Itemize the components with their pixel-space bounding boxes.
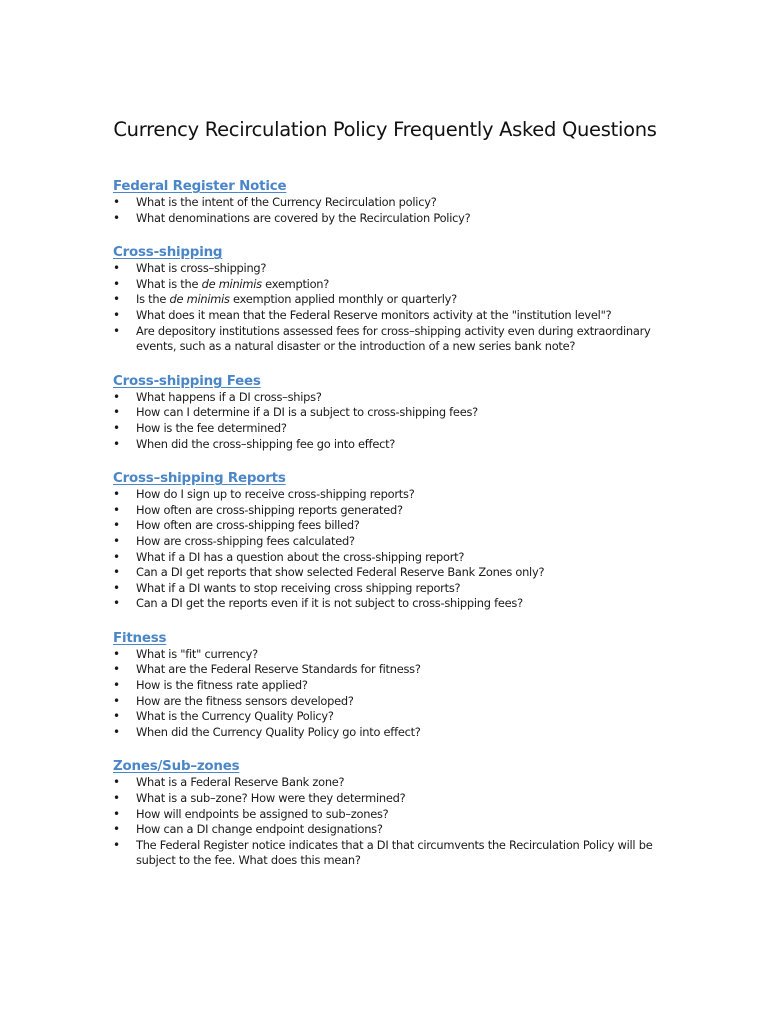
question-text [136,324,651,354]
question-text-part: How often are cross-shipping reports generated? [136,502,403,517]
bullet-icon: • [113,292,120,307]
question-item[interactable] [113,550,673,566]
question-text [136,487,415,501]
question-text [136,581,460,595]
question-text-part: Can a DI get reports that show selected Federal Reserve Bank Zones only? [136,565,545,580]
bullet-icon: • [113,195,120,209]
question-text-part: When did the cross–shipping fee go into effect? [136,436,396,451]
question-text-italic: de minimis [169,292,230,307]
question-item[interactable] [113,292,673,308]
faq-section [113,178,673,226]
question-item[interactable] [113,195,673,211]
question-text-part: What denominations are covered by the Recirculation Policy? [136,210,471,225]
question-text [136,791,405,805]
section-heading-link[interactable]: Cross-shipping [113,245,223,261]
question-text-part: What is cross–shipping? [136,261,267,276]
faq-content [113,178,673,887]
question-text-part: What is the intent of the Currency Recirculation policy? [136,195,437,209]
question-text-part: Is the [136,292,170,307]
question-item[interactable] [113,791,673,807]
question-item[interactable] [113,709,673,725]
bullet-icon: • [113,693,120,708]
bullet-icon: • [113,518,120,533]
question-item[interactable] [113,596,673,612]
question-text-part: What is a Federal Reserve Bank zone? [136,775,345,790]
bullet-icon: • [113,580,120,595]
question-text-part: How is the fitness rate applied? [136,678,308,693]
question-text [136,437,395,451]
question-item[interactable] [113,518,673,534]
question-item[interactable] [113,565,673,581]
bullet-icon: • [113,420,120,435]
question-text-part: How are the fitness sensors developed? [136,693,354,708]
question-list [113,195,673,226]
question-text [136,725,421,739]
question-text-part: How can a DI change endpoint designations? [136,822,383,837]
bullet-icon: • [113,533,120,548]
question-text-part: What is a sub–zone? How were they determined? [136,791,406,806]
bullet-icon: • [113,436,120,451]
section-heading-link[interactable]: Cross-shipping Fees [113,373,261,389]
question-text-part: The Federal Register notice indicates that a DI that circumvents the Recirculation Policy will be subject to the fee. What does this mean? [136,837,653,868]
question-item[interactable] [113,261,673,277]
question-text [136,694,354,708]
bullet-icon: • [113,646,120,661]
question-text [136,822,383,836]
bullet-icon: • [113,210,120,225]
bullet-icon: • [113,549,120,564]
question-text-part: How can I determine if a DI is a subject to cross-shipping fees? [136,405,478,420]
question-item[interactable] [113,277,673,293]
question-item[interactable] [113,678,673,694]
question-text-part: exemption? [261,276,330,291]
question-text-part: Are depository institutions assessed fees for cross–shipping activity even during extraordinary events, such as a natural disaster or the introduction of a new series bank note? [136,323,651,354]
bullet-icon: • [113,822,120,837]
question-text [136,405,478,419]
question-item[interactable] [113,822,673,838]
question-text [136,518,360,532]
question-item[interactable] [113,503,673,519]
question-text [136,838,652,868]
section-heading-link[interactable]: Zones/Sub–zones [113,759,240,775]
question-text [136,261,266,275]
question-text [136,662,421,676]
bullet-icon: • [113,806,120,821]
bullet-icon: • [113,724,120,739]
question-item[interactable] [113,807,673,823]
question-item[interactable] [113,390,673,406]
faq-section [113,758,673,869]
question-item[interactable] [113,581,673,597]
question-text-part: What is "fit" currency? [136,646,258,661]
question-text-part: What does it mean that the Federal Reserve monitors activity at the "institution level"? [136,307,612,322]
question-text [136,211,470,225]
bullet-icon: • [113,323,120,338]
question-item[interactable] [113,647,673,663]
question-text [136,195,437,209]
bullet-icon: • [113,791,120,806]
question-text [136,534,355,548]
bullet-icon: • [113,775,120,790]
question-text-part: What are the Federal Reserve Standards for fitness? [136,662,421,677]
bullet-icon: • [113,678,120,693]
question-item[interactable] [113,324,673,355]
question-list [113,487,673,612]
question-text [136,596,523,610]
question-item[interactable] [113,421,673,437]
question-item[interactable] [113,694,673,710]
bullet-icon: • [113,261,120,276]
bullet-icon: • [113,487,120,502]
question-item[interactable] [113,487,673,503]
question-text [136,421,287,435]
question-text-part: How often are cross-shipping fees billed? [136,518,360,533]
question-item[interactable] [113,534,673,550]
question-item[interactable] [113,405,673,421]
question-item[interactable] [113,838,673,869]
question-text [136,503,403,517]
bullet-icon: • [113,837,120,852]
question-text-part: What if a DI has a question about the cross-shipping report? [136,549,465,564]
faq-section [113,630,673,741]
question-text-part: How are cross-shipping fees calculated? [136,533,355,548]
faq-section [113,470,673,612]
section-heading-link[interactable]: Fitness [113,630,167,646]
question-text [136,277,329,291]
bullet-icon: • [113,662,120,677]
question-item[interactable] [113,437,673,453]
question-text-part: How is the fee determined? [136,420,287,435]
bullet-icon: • [113,502,120,517]
question-list [113,390,673,452]
question-text-part: How will endpoints be assigned to sub–zones? [136,806,389,821]
question-text-part: What if a DI wants to stop receiving cross shipping reports? [136,580,461,595]
question-text-part: How do I sign up to receive cross-shipping reports? [136,487,415,502]
faq-section [113,373,673,452]
question-text [136,390,322,404]
question-text [136,647,258,661]
question-list [113,775,673,869]
bullet-icon: • [113,565,120,580]
page-title: Currency Recirculation Policy Frequently Asked Questions [113,118,657,141]
question-text [136,550,464,564]
section-heading-link[interactable]: Federal Register Notice [113,179,287,194]
question-text-part: What happens if a DI cross–ships? [136,389,322,404]
question-item[interactable] [113,211,673,227]
question-text-part: exemption applied monthly or quarterly? [229,292,457,307]
question-item[interactable] [113,308,673,324]
question-text [136,308,611,322]
question-list [113,647,673,741]
faq-section [113,244,673,355]
question-text [136,292,457,306]
question-text [136,565,544,579]
question-list [113,261,673,355]
question-item[interactable] [113,775,673,791]
section-heading-link[interactable]: Cross–shipping Reports [113,471,286,487]
question-text [136,807,388,821]
bullet-icon: • [113,405,120,420]
question-item[interactable] [113,662,673,678]
question-text-part: Can a DI get the reports even if it is not subject to cross-shipping fees? [136,596,523,611]
question-text-italic: de minimis [201,276,262,291]
bullet-icon: • [113,709,120,724]
question-text-part: What is the Currency Quality Policy? [136,709,334,724]
question-text [136,678,308,692]
bullet-icon: • [113,596,120,611]
bullet-icon: • [113,276,120,291]
question-text [136,709,334,723]
question-text [136,775,344,789]
bullet-icon: • [113,389,120,404]
question-item[interactable] [113,725,673,741]
bullet-icon: • [113,307,120,322]
question-text-part: When did the Currency Quality Policy go into effect? [136,724,421,739]
question-text-part: What is the [136,276,202,291]
